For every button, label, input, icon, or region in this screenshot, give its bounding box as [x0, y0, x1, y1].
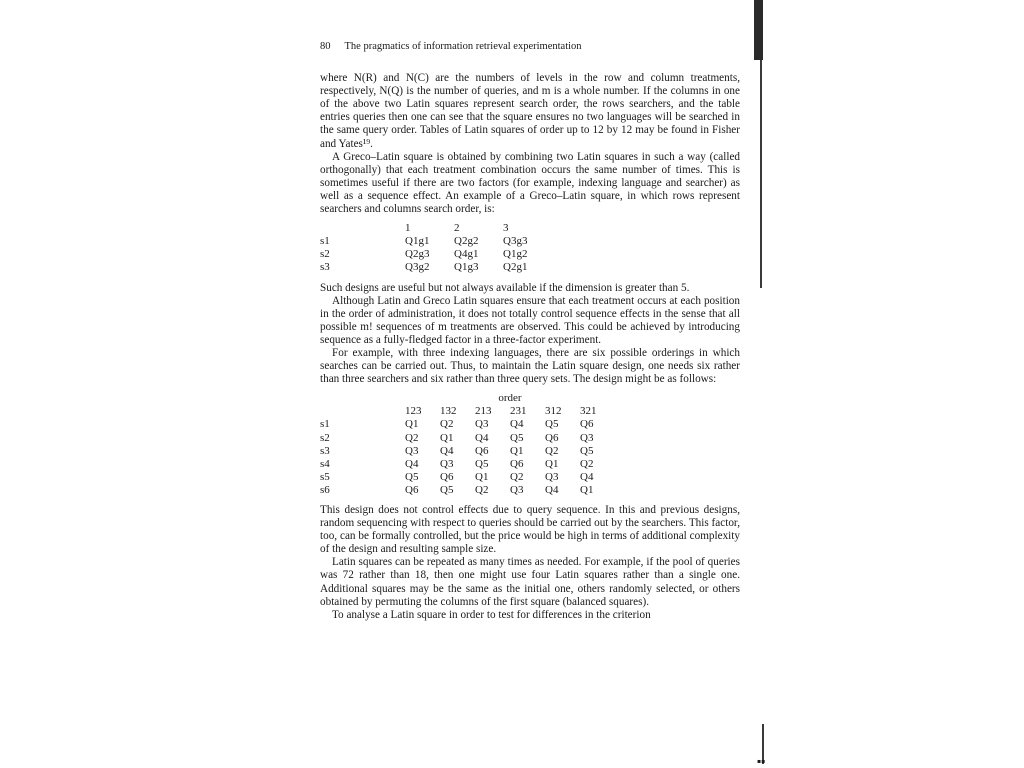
sequence-order-table [320, 392, 615, 497]
table-cell: Q3 [405, 444, 419, 457]
row-label: s2 [320, 248, 330, 261]
table-header-row [320, 405, 615, 418]
table-cell: Q3 [440, 457, 454, 470]
column-header: 321 [580, 405, 597, 418]
page-number: 80 [320, 41, 331, 52]
book-page [320, 40, 740, 622]
table-row [320, 432, 615, 445]
column-header: 231 [510, 405, 527, 418]
table-cell: Q6 [545, 431, 559, 444]
row-label: s1 [320, 418, 330, 431]
table-cell: Q6 [510, 457, 524, 470]
paragraph-6: This design does not control effects due to query sequence. In this and previous designs, random sequencing with respect to queries should be carried out by the searchers. This factor, too, can be formally controlled, but the price would be high in terms of additional complexity of the design and resulting sample size. [320, 504, 740, 556]
table-caption-row [320, 392, 615, 405]
table-cell: Q3g2 [405, 261, 430, 274]
table-cell: Q4 [440, 444, 454, 457]
column-header: 3 [503, 222, 509, 235]
table-cell: Q3 [580, 431, 594, 444]
paragraph-5: For example, with three indexing languages, there are six possible orderings in which searches can be carried out. Thus, to maintain the Latin square design, one needs six rather than three searchers and six rather than three query sets. The design might be as follows: [320, 346, 740, 386]
table-cell: Q1 [440, 431, 454, 444]
table-cell: Q2 [440, 418, 454, 431]
table-cell: Q2 [405, 431, 419, 444]
table-cell: Q3g3 [503, 235, 528, 248]
table-cell: Q2 [580, 457, 594, 470]
table-cell: Q1 [405, 418, 419, 431]
paragraph-8: To analyse a Latin square in order to test for differences in the criterion [332, 608, 651, 621]
paragraph-2: A Greco–Latin square is obtained by combining two Latin squares in such a way (called orthogonally) that each treatment combination occurs the same number of times. This is sometimes useful if there are two factors (for example, indexing language and searcher) as well as a sequence effect. An example of a Greco–Latin square, in which rows represent searchers and columns search order, is: [320, 150, 740, 216]
table-cell: Q6 [405, 483, 419, 496]
table-cell: Q4 [510, 418, 524, 431]
table-cell: Q3 [475, 418, 489, 431]
paragraph-4: Although Latin and Greco Latin squares ensure that each treatment occurs at each position in the order of administration, it does not totally control sequence effects in the sense that all possible m! sequences of m treatments are observed. This could be achieved by introducing sequence as a fully-fledged factor in a three-factor experiment. [320, 294, 740, 346]
table-cell: Q2g2 [454, 235, 479, 248]
paragraph-1: where N(R) and N(C) are the numbers of levels in the row and column treatments, respectively, N(Q) is the number of queries, and m is a whole number. If the columns in one of the above two Latin squares represent search order, the rows searchers, and the table entries queries then one can see that the square ensures no two languages will be searched in the same query order. Tables of Latin squares of order up to 12 by 12 may be found in Fisher and Yates¹⁹. [320, 72, 740, 150]
table-cell: Q6 [440, 470, 454, 483]
table-cell: Q1g1 [405, 235, 430, 248]
table-cell: Q1 [545, 457, 559, 470]
table-cell: Q5 [405, 470, 419, 483]
table-cell: Q2 [545, 444, 559, 457]
table-cell: Q4 [545, 483, 559, 496]
table-cell: Q5 [475, 457, 489, 470]
scan-edge-line [760, 60, 762, 288]
row-label: s4 [320, 457, 330, 470]
table-cell: Q6 [475, 444, 489, 457]
row-label: s3 [320, 261, 330, 274]
table-row [320, 261, 552, 274]
table-cell: Q3 [510, 483, 524, 496]
table-header-row [320, 222, 552, 235]
row-label: s1 [320, 235, 330, 248]
column-header: 213 [475, 405, 492, 418]
table-cell: Q2 [510, 470, 524, 483]
table-cell: Q2 [475, 483, 489, 496]
scan-edge-mark-top [754, 0, 763, 60]
table-row [320, 471, 615, 484]
table-cell: Q4 [580, 470, 594, 483]
column-header: 123 [405, 405, 422, 418]
table-cell: Q5 [580, 444, 594, 457]
row-label: s2 [320, 431, 330, 444]
table-cell: Q1 [475, 470, 489, 483]
table-row [320, 235, 552, 248]
table-cell: Q2g3 [405, 248, 430, 261]
table-cell: Q1 [580, 483, 594, 496]
table-cell: Q4 [475, 431, 489, 444]
table-row [320, 458, 615, 471]
table-cell: Q5 [510, 431, 524, 444]
row-label: s5 [320, 470, 330, 483]
table-cell: Q6 [580, 418, 594, 431]
table-row [320, 484, 615, 497]
table-cell: Q5 [440, 483, 454, 496]
scan-corner-mark: ▪▪ [757, 758, 766, 765]
column-header: 312 [545, 405, 562, 418]
table-cell: Q1 [510, 444, 524, 457]
table-cell: Q1g2 [503, 248, 528, 261]
row-label: s6 [320, 483, 330, 496]
table-caption: order [498, 392, 522, 405]
table-row [320, 248, 552, 261]
table-row [320, 445, 615, 458]
table-row [320, 418, 615, 431]
column-header: 132 [440, 405, 457, 418]
running-title: The pragmatics of information retrieval experimentation [344, 41, 582, 52]
paragraph-3: Such designs are useful but not always available if the dimension is greater than 5. [320, 281, 690, 294]
table-cell: Q4 [405, 457, 419, 470]
column-header: 2 [454, 222, 460, 235]
table-cell: Q2g1 [503, 261, 528, 274]
greco-latin-square-table [320, 222, 552, 274]
column-header: 1 [405, 222, 411, 235]
running-head [320, 40, 740, 53]
table-cell: Q5 [545, 418, 559, 431]
table-cell: Q4g1 [454, 248, 479, 261]
paragraph-7: Latin squares can be repeated as many times as needed. For example, if the pool of queries was 72 rather than 18, then one might use four Latin squares rather than a single one. Additional squares may be the same as the initial one, others randomly selected, or others obtained by permuting the columns of the first square (balanced squares). [320, 556, 740, 608]
table-cell: Q1g3 [454, 261, 479, 274]
row-label: s3 [320, 444, 330, 457]
table-cell: Q3 [545, 470, 559, 483]
